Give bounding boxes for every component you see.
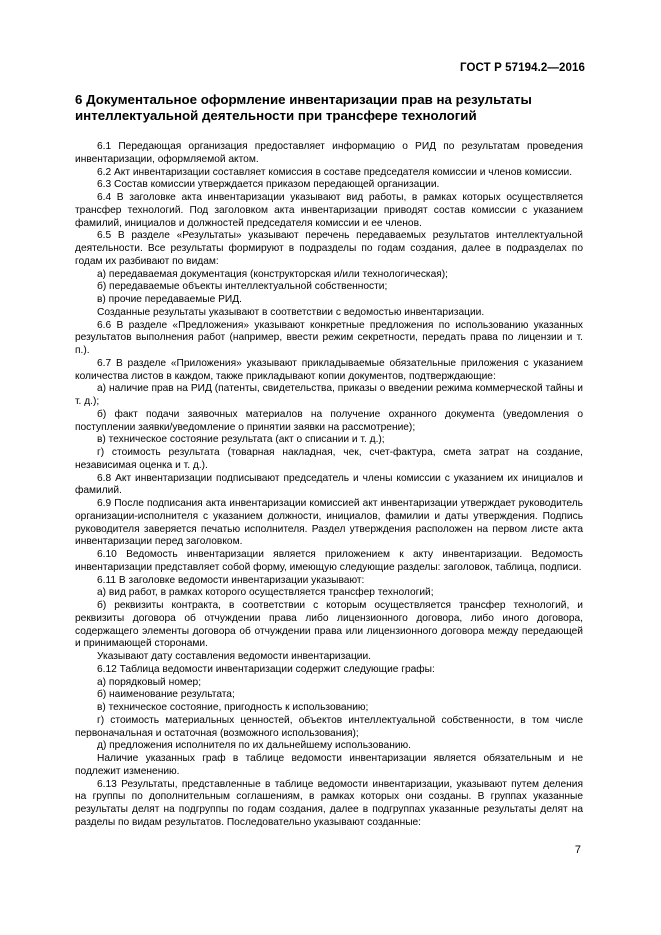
page-content — [75, 92, 583, 830]
paragraph: Созданные результаты указывают в соответствии с ведомостью инвентаризации. — [97, 306, 485, 318]
paragraph: а) порядковый номер; — [97, 676, 202, 688]
paragraph: 6.13 Результаты, представленные в таблице ведомости инвентаризации, указывают путем деления на группы по дополнительным соглашениям, в рамках которых они созданы. В группах указанные результаты делят на подгруппы по годам создания, далее в подгруппах указанные результаты делят на разделы по видам результатов. Последовательно указывают созданные: — [75, 778, 583, 828]
document-id-header: ГОСТ Р 57194.2—2016 — [460, 62, 585, 74]
paragraph: Указывают дату составления ведомости инвентаризации. — [97, 651, 372, 662]
paragraph: г) стоимость результата (товарная накладная, чек, счет-фактура, смета затрат на создание, независимая оценка и т. д.). — [75, 447, 583, 471]
paragraph: Наличие указанных граф в таблице ведомости инвентаризации является обязательным и не подлежит изменению. — [75, 753, 583, 777]
paragraph: б) наименование результата; — [97, 689, 235, 701]
paragraph: б) передаваемые объекты интеллектуальной собственности; — [97, 281, 388, 293]
paragraph: а) передаваемая документация (конструкторская и/или технологическая); — [97, 268, 449, 280]
paragraph: 6.5 В разделе «Результаты» указывают перечень передаваемых результатов интеллектуальной деятельности. Все результаты формируют в подразделы по годам создания, далее в подразделах по годам их разбивают по видам: — [75, 230, 583, 267]
paragraph: б) факт подачи заявочных материалов на получение охранного документа (уведомления о поступлении заявки/уведомление о принятии заявки на рассмотрение); — [75, 408, 583, 433]
paragraph: 6.8 Акт инвентаризации подписывают председатель и члены комиссии с указанием их инициалов и фамилий. — [75, 472, 583, 497]
paragraph: 6.2 Акт инвентаризации составляет комиссия в составе председателя комиссии и членов комиссии. — [97, 166, 573, 178]
page-number: 7 — [574, 844, 581, 856]
paragraph: 6.9 После подписания акта инвентаризации комиссией акт инвентаризации утверждает руководитель организации-исполнителя с указанием должности, инициалов, фамилии и даты утверждения. Подпись руководителя заверяется печатью исполнителя. Раздел утверждения расположен на первом листе акта инвентаризации перед заголовком. — [75, 498, 583, 548]
paragraph: 6.4 В заголовке акта инвентаризации указывают вид работы, в рамках которых осуществляется трансфер технологий. Под заголовком акта инвентаризации приводят состав комиссии с указанием фамилий, инициалов и должностей председателя комиссии и ее членов. — [75, 192, 583, 229]
paragraph: в) техническое состояние результата (акт о списании и т. д.); — [97, 434, 385, 446]
paragraph: д) предложения исполнителя по их дальнейшему использованию. — [97, 740, 411, 752]
paragraph: б) реквизиты контракта, в соответствии с которым осуществляется трансфер технологий, и реквизиты договора об отчуждении права либо лицензионного договора, либо иного договора, содержащего элементы договора об отчуждении права или лицензионного договора между передающей и принимающей сторонами. — [75, 600, 583, 650]
section-body — [75, 141, 583, 830]
paragraph: а) вид работ, в рамках которого осуществляется трансфер технологий; — [97, 587, 434, 599]
paragraph: в) техническое состояние, пригодность к использованию; — [97, 702, 369, 713]
paragraph: 6.12 Таблица ведомости инвентаризации содержит следующие графы: — [97, 663, 435, 675]
paragraph: 6.1 Передающая организация предоставляет информацию о РИД по результатам проведения инвентаризации, оформляемой актом. — [75, 141, 583, 165]
paragraph: 6.3 Состав комиссии утверждается приказом передающей организации. — [97, 179, 440, 191]
paragraph: 6.6 В разделе «Предложения» указывают конкретные предложения по использованию указанных результатов выполнения работ (например, ввести режим секретности, передать права по лицензии и т. п.). — [75, 319, 583, 356]
paragraph: в) прочие передаваемые РИД. — [97, 294, 242, 305]
paragraph: 6.11 В заголовке ведомости инвентаризации указывают: — [97, 574, 365, 586]
paragraph: 6.7 В разделе «Приложения» указывают прикладываемые обязательные приложения с указанием количества листов в каждом, также прикладывают копии документов, подтверждающие: — [75, 357, 583, 382]
paragraph: а) наличие прав на РИД (патенты, свидетельства, приказы о введении режима коммерческой тайны и т. д.); — [75, 383, 583, 407]
section-title: 6 Документальное оформление инвентаризации прав на результаты интеллектуальной деятельности при трансфере технологий — [75, 92, 532, 123]
paragraph: г) стоимость материальных ценностей, объектов интеллектуальной собственности, в том числе первоначальная и остаточная (возможного использования); — [75, 714, 583, 739]
paragraph: 6.10 Ведомость инвентаризации является приложением к акту инвентаризации. Ведомость инвентаризации представляет собой форму, имеющую следующие разделы: заголовок, таблица, подписи. — [75, 549, 583, 573]
